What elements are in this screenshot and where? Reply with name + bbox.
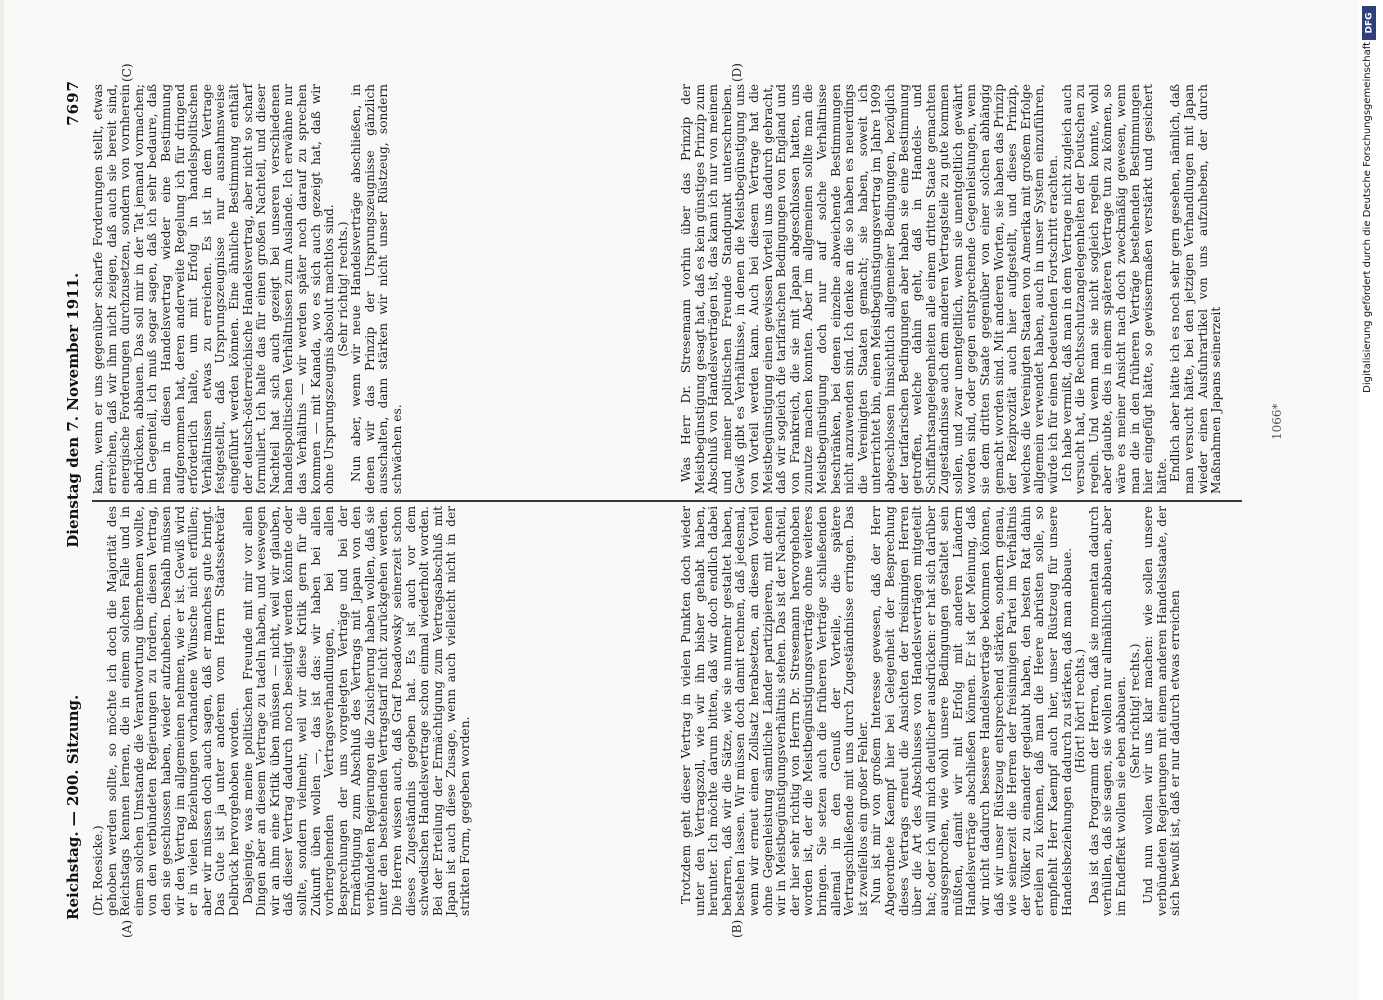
paragraph: Und nun wollen wir uns klar machen: wie sollen unsere verbündeten Regierungen mit einem anderen Handelsstaate, der sich bewußt ist, daß er nur dadurch etwas erreichen xyxy=(1141,506,1183,916)
marker-b: (B) xyxy=(730,919,744,938)
column-left-bottom xyxy=(680,506,1240,916)
column-right-bottom xyxy=(680,84,1240,494)
header-center: Dienstag den 7. November 1911. xyxy=(64,272,82,548)
paragraph: Was Herr Dr. Stresemann vorhin über das Prinzip der Meistbegünstigung gesagt hat, daß es kein günstiges Prinzip zum Abschluß von Handelsverträgen ist, das kann ich nur von meinem und meiner politischen Freunde Standpunkt unterschreiben. Gewiß gibt es Verhältnisse, in denen die Meistbegünstigung uns von Vorteil werden kann. Auch bei diesem Vertrage hat die Meistbegünstigung einen gewissen Vorteil uns dadurch gebracht, daß wir sogleich die tarifarischen Bedingungen von England und von Frankreich, die sie mit Japan abgeschlossen hatten, uns zunutze machen konnten. Aber im allgemeinen sollte man die Meistbegünstigung doch nur auf solche Verhältnisse beschränken, bei denen einzelne abweichende Bestimmungen nicht anzuwenden sind. Ich denke an die so haben es neuerdings die Vereinigten Staaten gemacht; sie haben, soweit ich unterrichtet bin, einen Meistbegünstigungsvertrag im Jahre 1909 abgeschlossen hinsichtlich allgemeiner Bedingungen, bezüglich der tarifarischen Bedingungen aber haben sie eine Bestimmung getroffen, welche dahin geht, daß in Handels- und Schiffahrtsangelegenheiten alle einem dritten Staate gemachten Zugeständnisse auch dem anderen Vertragsteile zu gute kommen sollen, und zwar unentgeltlich, wenn sie unentgeltlich gewährt worden sind, oder gegen entsprechende Gegenleistungen, wenn sie dem dritten Staate gegenüber von einer solchen abhängig gemacht worden sind. Mit anderen Worten, sie haben das Prinzip der Reziprozität auch hier aufgestellt, und dieses Prinzip, welches die Vereinigten Staaten von Amerika mit großem Erfolge allgemein verwendet haben, auch in unser System einzuführen, würde ich für einen bedeutenden Fortschritt erachten. xyxy=(679,84,1061,494)
interjection: (Hört! hört! rechts.) xyxy=(1073,648,1088,774)
dfg-credit xyxy=(1362,42,1378,742)
speaker-label: (Dr. Roesicke.) xyxy=(91,825,105,916)
header-left: Reichstag. — 200. Sitzung. xyxy=(64,694,82,920)
paragraph: Das ist das Programm der Herren, daß sie momentan dadurch verhüllen, daß sie sagen, sie wollen nur allmählich abbauen, aber im Endeffekt wollen sie eben abbauen. xyxy=(1086,506,1128,916)
dfg-logo-text: DFG xyxy=(1364,12,1375,34)
marker-a: (A) xyxy=(120,919,134,938)
column-left-top xyxy=(92,506,692,916)
paragraph: Ich habe vermißt, daß man in dem Vertrage nicht zugleich auch versucht hat, die Rechtsschutzangelegenheiten der Deutschen zu regeln. Und wenn man sie nicht sogleich regeln konnte, wohl aber glaubte, dies in einem späteren Vertrage tun zu können, so wäre es meiner Ansicht nach doch zweckmäßig gewesen, wenn man die in den früheren Verträge bestehenden Bestimmungen hier eingefügt hätte, so gewissermaßen verstärkt und gesichert hätte. xyxy=(1059,84,1169,494)
column-right-top xyxy=(92,84,692,494)
paragraph: Trotzdem geht dieser Vertrag in vielen Punkten doch wieder unter den Vertragszoll, wie wir ihn bisher gehabt haben, herunter. Ich möchte darum bitten, daß wir doch endlich dabei beharren, daß wir die Sätze, wie sie nunmehr gestaltet haben, bestehen lassen. Wir müssen doch damit rechnen, daß jedesmal, wenn wir erneut einen Zollsatz herabsetzen, an diesem Vorteil ohne Gegenleistung sämtliche Länder partizipieren, mit denen wir in Meistbegünstigungsverhältnis stehen. Das ist der Nachteil, der hier sehr richtig von Herrn Dr. Stresemann hervorgehoben worden ist, der die Meistbegünstigungsverträge ohne weiteres bringen. Sie setzen auch die früheren Verträge schließenden allemal in den Genuß der Vorteile, die spätere Vertragschließende mit uns durch Zugeständnisse erringen. Das ist zweifellos ein großer Fehler. xyxy=(679,506,870,916)
paragraph: Dasjenige, was meine politischen Freunde mit mir vor allen Dingen aber an diesem Vertrage zu tadeln haben, und weswegen wir an ihm eine Kritik üben müssen — nicht, weil wir glauben, daß dieser Vertrag dadurch noch beseitigt werden könnte oder sollte, sondern vielmehr, weil wir diese Kritik gern für die Zukunft üben wollen —, das ist das: wir haben bei allen vorhergehenden Vertragsverhandlungen, bei allen Besprechungen der uns vorgelegten Verträge und bei der Ermächtigung zum Abschluß des Vertrags mit Japan von den verbündeten Regierungen die Zusicherung haben wollen, daß sie unter den bestehenden Vertragstarif nicht zurückgehen werden. Die Herren wissen auch, daß Graf Posadowsky seinerzeit schon dieses Zugeständnis gegeben hat. Es ist auch vor dem schwedischen Handelsvertrage schon einmal wiederholt worden. Bei der Erteilung der Ermächtigung zum Vertragsabschluß mit Japan ist auch diese Zusage, wenn auch vielleicht nicht in der strikten Form, gegeben worden. xyxy=(240,506,473,916)
interjection: (Sehr richtig! rechts.) xyxy=(1127,643,1142,779)
column-divider xyxy=(92,500,1242,502)
interjection: (Sehr richtig! rechts.) xyxy=(335,221,350,357)
paragraph: gehoben werden sollte, so möchte ich doch die Majorität des Reichstags kennen lernen, die in einem solchen Falle und in einem solchen Umstande die Verantwortung übernehmen wollte, von den verbündeten Regierungen zu fordern, diesen Vertrag, den sie geschlossen haben, wieder aufzuheben. Deshalb müssen wir den Vertrag im allgemeinen nehmen, wie er ist. Gewiß wird er in vielen Beziehungen vorhandene Wünsche nicht erfüllen; aber wir müssen doch auch sagen, daß er manches gute bringt. Das Gute ist ja unter anderem vom Herrn Staatssekretär Delbrück hervorgehoben worden. xyxy=(104,506,241,916)
paragraph: Nun aber, wenn wir neue Handelsverträge abschließen, in denen wir das Prinzip der Ursprungszeugnisse gänzlich ausschalten, dann stärken wir nicht unser Rüstzeug, sondern schwächen es. xyxy=(349,84,405,494)
paragraph: Endlich aber hätte ich es noch sehr gern gesehen, nämlich, daß man versucht hätte, bei den jetzigen Verhandlungen mit Japan wieder einen Ausfuhrartikel von uns aufzuheben, der durch Maßnahmen Japans seinerzeit xyxy=(1168,84,1224,494)
paragraph: Nun ist mir von großem Interesse gewesen, daß der Herr Abgeordnete Kaempf hier bei Gelegenheit der Besprechung dieses Vertrags erneut die Ansichten der freisinnigen Herren über die Art des Abschlusses von Handelsverträgen mitgeteilt hat; oder ich will mich deutlicher ausdrücken: er hat sich darüber ausgesprochen, wie wohl unsere Bedingungen gestaltet sein müßten, damit wir mit Erfolg mit anderen Ländern Handelsverträge abschließen können. Er ist der Meinung, daß wir nicht dadurch bessere Handelsverträge bekommen können, daß wir unser Rüstzeug entsprechend stärken, sondern genau, wie seinerzeit die Herren der freisinnigen Partei im Verhältnis der Völker zu einander geglaubt haben, den besten Rat dahin erteilen zu können, daß man die Heere abrüsten solle, so empfiehlt Herr Kaempf auch hier, unser Rüstzeug für unsere Handelsbeziehungen dadurch zu stärken, daß man abbaue. xyxy=(869,506,1074,916)
paragraph: kann, wenn er uns gegenüber scharfe Forderungen stellt, etwas erreichen, daß wir ihm nicht zeigen, daß auch sie bereit sind, energische Forderungen durchzusetzen, sondern von vornherein abdrücken, abbauen. Das soll mir in der Tat jemand vormachen; im Gegenteil, ich muß sogar sagen, daß ich sehr bedaure, daß man in diesen Handelsvertrag wieder eine Bestimmung aufgenommen hat, deren anderweite Regelung ich für dringend erforderlich halte, um mit Erfolg in handelspolitischen Verhältnissen etwas zu erreichen. Es ist in dem Vertrage festgestellt, daß Ursprungszeugnisse nur ausnahmsweise eingeführt werden können. Eine ähnliche Bestimmung enthält der deutsch-österreichische Handelsvertrag, aber nicht so scharf formuliert. Ich halte das für einen großen Nachteil, und dieser Nachteil hat sich auch gezeigt bei unseren verschiedenen handelspolitischen Verhältnissen zum Auslande. Ich erwähne nur das Verhältnis — wir werden später noch darauf zu sprechen kommen — mit Kanada, wo es sich auch gezeigt hat, daß wir ohne Ursprungszeugnis absolut machtlos sind. xyxy=(91,84,337,494)
dfg-logo xyxy=(1362,6,1376,40)
dfg-credit-text: Digitalisierung gefördert durch die Deutsche Forschungsgemeinschaft xyxy=(1362,42,1373,393)
page-number: 7697 xyxy=(64,80,82,126)
marker-c: (C) xyxy=(120,63,134,82)
marker-d: (D) xyxy=(730,63,744,82)
page-header xyxy=(60,80,86,920)
scan-edge xyxy=(0,0,4,1000)
rotated-page-frame xyxy=(30,60,1290,940)
signature-mark: 1066* xyxy=(1270,403,1284,440)
